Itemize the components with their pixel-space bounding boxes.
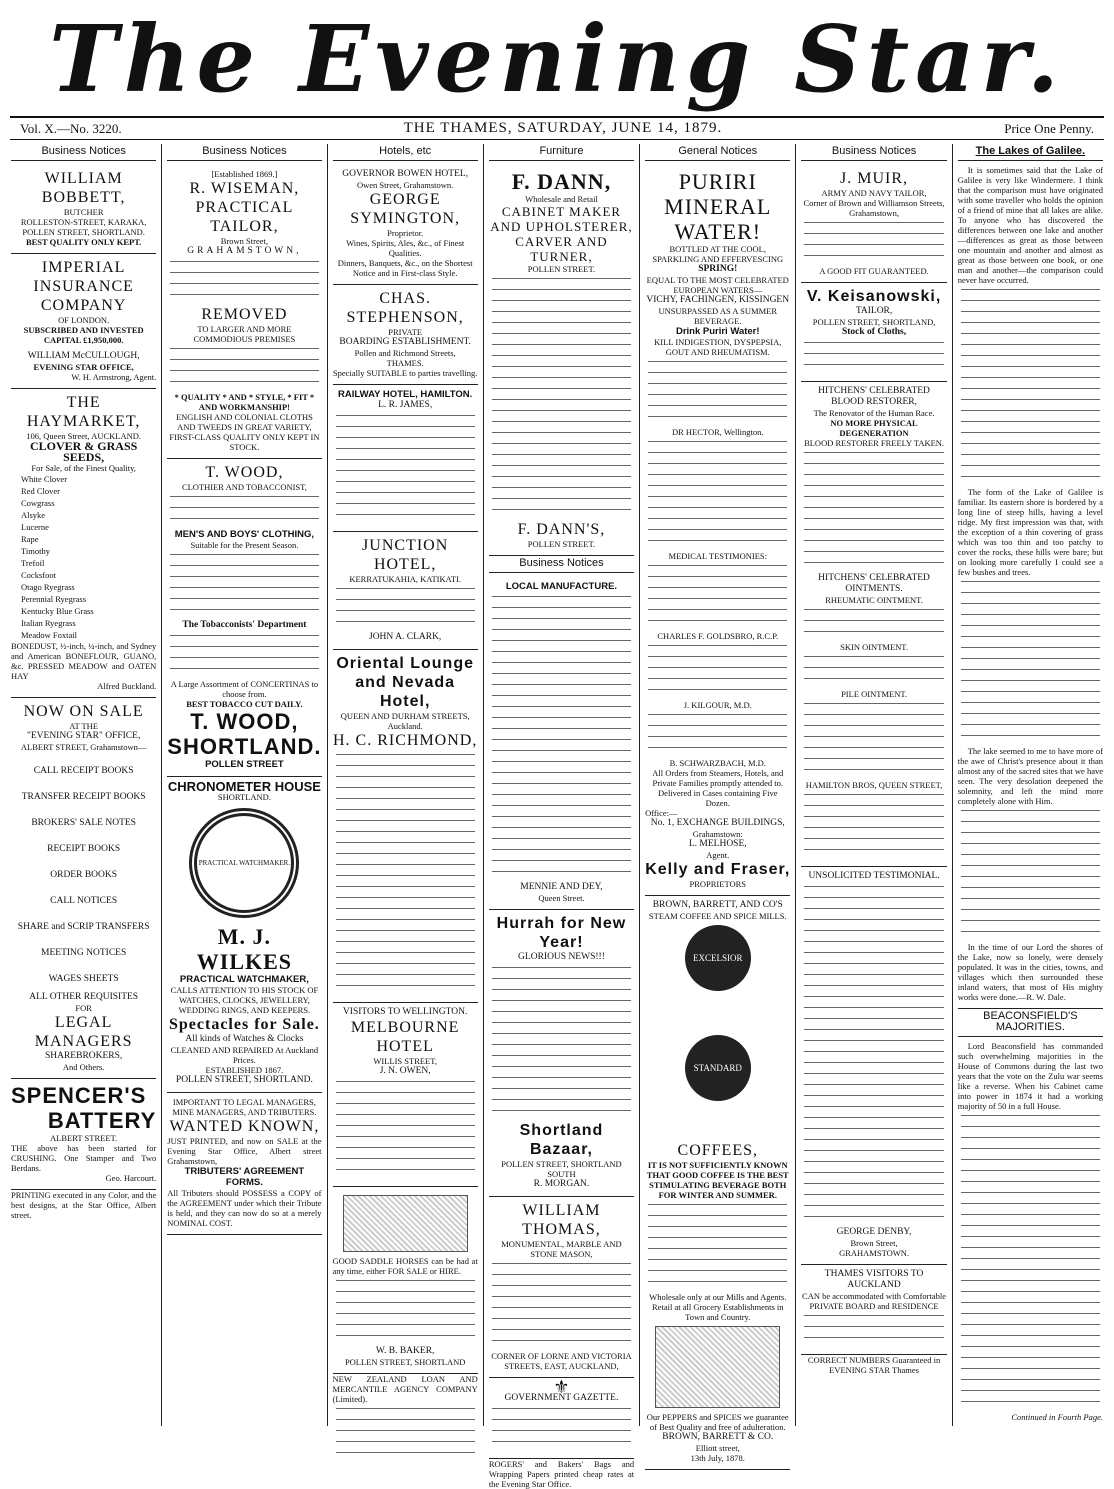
ad-wiseman (167, 165, 321, 459)
body-text (333, 588, 478, 630)
article-paragraph: In the time of our Lord the shores of the Lake, now so lonely, were densely populated. It was in the cities, towns, and villages which then surrounded these inland waters, that most of His mighty works were done.—R. W. Dale. (957, 942, 1103, 1002)
ad-text: MEDICAL TESTIMONIES: (668, 551, 767, 561)
body-text (645, 714, 790, 756)
ad-text: ROGERS' and Bakers' Bags and Wrapping Papers printed cheap rates at the Evening Star Office. (488, 1459, 635, 1489)
list-item: ORDER BOOKS (50, 870, 118, 880)
ad-text: Stock of Cloths, (841, 327, 907, 337)
ad-title: UNSOLICITED TESTIMONIAL. (808, 871, 940, 881)
ad-text: ROLLESTON-STREET, KARAKA, POLLEN STREET, SHORTLAND. (20, 217, 147, 237)
ad-title: CHRONOMETER HOUSE (167, 779, 321, 794)
body-text (489, 1408, 634, 1450)
ad-stephenson (333, 285, 478, 385)
ad-text: LEGAL MANAGERS (34, 1014, 133, 1050)
body-text (801, 886, 946, 1225)
ad-baker (333, 1187, 478, 1374)
ad-text: The Renovator of the Human Race. (813, 408, 935, 418)
ad-text: UNSURPASSED AS A SUMMER BEVERAGE. (658, 306, 777, 326)
continued-note: Continued in Fourth Page. (1011, 1412, 1103, 1422)
ad-text: TAILOR, (855, 306, 893, 316)
list-item: Italian Ryegrass (21, 618, 76, 628)
article-paragraph: Lord Beaconsfield has commanded such overwhelming majorities in the House of Commons during the last two years that the vote on the Zulu war seems like a reverse. When his Cabinet came into power in 1874 it had a working majority of 50 in a full House. (957, 1041, 1103, 1111)
ad-text: WILLIS STREET, (373, 1056, 437, 1066)
body-text (489, 596, 634, 880)
ad-text: PRINTING executed in any Color, and the best designs, at the Star Office, Albert street. (11, 1190, 157, 1220)
ad-text: NO MORE PHYSICAL DEGENERATION (830, 418, 918, 438)
ad-text: And Others. (62, 1062, 105, 1072)
body-text (801, 794, 946, 858)
ad-text: Brown Street, (850, 1238, 898, 1248)
body-text (333, 1081, 478, 1178)
ad-text: TO LARGER AND MORE COMMODIOUS PREMISES (193, 324, 296, 344)
ad-text: EVENING STAR OFFICE, (33, 362, 134, 372)
ad-gazette (489, 1378, 634, 1459)
ad-title: BOARDING ESTABLISHMENT. (339, 337, 471, 347)
ad-text: Specially SUITABLE to parties travelling. (332, 368, 478, 378)
ad-text: JOHN A. CLARK, (369, 632, 442, 642)
ad-text: Wholesale and Retail (525, 194, 598, 204)
ad-text: A Large Assortment of CONCERTINAS to choose from. (170, 679, 319, 699)
body-text (958, 1115, 1103, 1410)
ad-text: THAMES. (386, 358, 424, 368)
ad-text: GOOD SADDLE HORSES can be had at any time, either FOR SALE or HIRE. (332, 1256, 478, 1276)
ad-text: CLOVER & GRASS SEEDS, (29, 439, 138, 464)
ad-text: Drink Puriri Water! (675, 326, 760, 337)
ad-title: BATTERY (47, 1108, 157, 1133)
ad-title: HITCHENS' CELEBRATED BLOOD RESTORER, (818, 386, 930, 407)
ad-imperial (11, 254, 156, 389)
ad-title: COFFEES, (677, 1142, 758, 1159)
ad-text: KILL INDIGESTION, DYSPEPSIA, GOUT AND RHEUMATISM. (654, 337, 782, 357)
body-text (801, 609, 946, 640)
column-6 (796, 144, 952, 1426)
ad-title: PRACTICAL TAILOR, (195, 199, 294, 235)
ad-text: STEAM COFFEE AND SPICE MILLS. (648, 911, 787, 921)
ad-text: TRIBUTERS' AGREEMENT FORMS. (184, 1166, 305, 1188)
ad-title: THAMES VISITORS TO AUCKLAND (824, 1269, 924, 1290)
ad-text: J. KILGOUR, M.D. (683, 700, 752, 710)
ad-melbourne-hotel (333, 1003, 478, 1187)
ad-text: Wholesale only at our Mills and Agents. (649, 1292, 787, 1302)
list-item: White Clover (21, 474, 68, 484)
ad-title: RAILWAY HOTEL, HAMILTON. (338, 389, 473, 400)
ad-title: REMOVED (201, 306, 288, 323)
volume-number: Vol. X.—No. 3220. (20, 120, 122, 136)
ad-text: GLORIOUS NEWS!!! (518, 952, 605, 962)
ad-text: PILE OINTMENT. (841, 689, 908, 699)
ad-text: BEST TOBACCO CUT DAILY. (186, 699, 303, 709)
ad-text: Elliott street, (695, 1443, 740, 1453)
ad-text: HITCHENS' CELEBRATED OINTMENTS. (818, 573, 930, 594)
ad-title: JUNCTION HOTEL, (362, 537, 449, 573)
ad-text: Corner of Brown and Williamson Streets, Grahamstown, (803, 198, 945, 218)
ad-title: WILLIAM THOMAS, (522, 1202, 601, 1238)
book-list (11, 758, 156, 992)
crest-icon: ⚜ (553, 1377, 570, 1397)
ad-text: SUBSCRIBED AND INVESTED CAPITAL £1,950,000. (23, 325, 144, 345)
column-header: Business Notices (11, 144, 156, 161)
list-item: Lucerne (21, 522, 49, 532)
list-item: Red Clover (21, 486, 60, 496)
body-text (958, 810, 1103, 940)
clock-icon (189, 808, 299, 918)
ad-text: J. N. OWEN, (379, 1066, 431, 1076)
ad-text: R. MORGAN. (533, 1179, 590, 1189)
body-text (801, 342, 946, 373)
ad-text: MENNIE AND DEY, (520, 882, 603, 892)
list-item: WAGES SHEETS (48, 974, 119, 984)
body-text (645, 565, 790, 629)
ad-text: FOR (75, 1003, 92, 1013)
body-text (645, 1204, 790, 1290)
ad-tributers (167, 1093, 321, 1235)
ad-text: POLLEN STREET, SHORTLAND SOUTH (501, 1159, 622, 1179)
ad-title: F. DANN, (511, 169, 612, 194)
ad-text: CHARLES F. GOLDSBRO, R.C.P. (657, 631, 779, 641)
ad-text: Our PEPPERS and SPICES we guarantee of Best Quality and free of adulteration. (646, 1412, 789, 1432)
ad-title: T. WOOD, SHORTLAND. (167, 709, 322, 759)
ad-text: IMPORTANT TO LEGAL MANAGERS, MINE MANAGERS, AND TRIBUTERS. (172, 1097, 317, 1117)
ad-text: Office:— (645, 808, 678, 818)
ad-text: W. B. BAKER, (375, 1346, 435, 1356)
ad-title: Spectacles for Sale. (169, 1016, 320, 1033)
ad-puriri (645, 165, 790, 896)
seed-list (11, 473, 156, 641)
ad-text: B. SCHWARZBACH, M.D. (669, 758, 766, 768)
ad-private-board (801, 1265, 946, 1355)
body-text (645, 441, 790, 549)
ad-text: FIRST-CLASS QUALITY ONLY KEPT IN STOCK. (169, 432, 320, 452)
column-header: Business Notices (167, 144, 321, 161)
ad-text: BROWN, BARRETT & CO. (662, 1432, 774, 1442)
ad-text: OF LONDON. (58, 315, 110, 325)
ad-text: MEN'S AND BOYS' CLOTHING, (174, 529, 315, 540)
column-header: Business Notices (489, 556, 634, 573)
ad-title: Kelly and Fraser, (645, 861, 791, 878)
column-header: General Notices (645, 144, 790, 161)
article-paragraph: The lake seemed to me to have more of the awe of Christ's presence about it than almost any of the sacred sites that we have seen. The very desolation deepened the solemnity, and left the mind more completely alone with Him. (957, 746, 1103, 806)
body-text (167, 496, 321, 527)
column-3 (328, 144, 484, 1426)
ad-text: Suitable for the Present Season. (190, 540, 299, 550)
ad-title: WANTED KNOWN, (169, 1118, 320, 1135)
ad-text: Wines, Spirits, Ales, &c., of Finest Qualities. (346, 238, 465, 258)
ad-title: H. C. RICHMOND, (332, 732, 478, 749)
ad-title: Oriental Lounge and Nevada Hotel, (336, 655, 474, 710)
ad-text: Owen Street, Grahamstown. (357, 180, 454, 190)
list-item: Meadow Foxtail (21, 630, 77, 640)
column-4 (484, 144, 640, 1489)
ad-title: V. Keisanowski, (806, 288, 942, 305)
ad-text: Pollen and Richmond Streets, (354, 348, 456, 358)
list-item: Alsyke (21, 510, 46, 520)
column-7 (953, 144, 1108, 1426)
ad-title: WILLIAM BOBBETT, (41, 170, 126, 206)
ad-text: 106, Queen Street, AUCKLAND. (26, 431, 142, 441)
body-text (801, 1315, 946, 1346)
body-text (645, 361, 790, 425)
article-paragraph: The form of the Lake of Galilee is familiar. Its eastern shore is bordered by a long line of steep hills, having a level ridge. My first impression was that, with the exception of a thin covering of grass which was too thin and too patchy to cover the rocks, these hills were bare; but on looking more carefully I could see a few bushes and trees. (957, 487, 1103, 577)
list-item: Perennial Ryegrass (21, 594, 87, 604)
ad-local-manufacture (489, 577, 634, 910)
coach-illustration (343, 1195, 468, 1252)
list-item: CALL NOTICES (50, 896, 118, 906)
ad-text: PROPRIETORS (689, 879, 747, 889)
body-text (489, 278, 634, 518)
ad-text: BUTCHER (63, 207, 104, 217)
list-item: MEETING NOTICES (41, 948, 127, 958)
masthead (0, 0, 1114, 115)
ad-text: 13th July, 1878. (690, 1453, 745, 1463)
list-item: Rape (21, 534, 39, 544)
ad-text: No. 1, EXCHANGE BUILDINGS, (650, 818, 785, 828)
ad-text: DR HECTOR, Wellington. (671, 427, 764, 437)
brand-badges (645, 921, 790, 1141)
ad-text: SHORTLAND. (217, 792, 271, 802)
column-header: Furniture (489, 144, 634, 161)
ad-text: POLLEN STREET, SHORTLAND, (812, 317, 936, 327)
ad-text: Retail at all Grocery Establishments in Town and Country. (652, 1302, 784, 1322)
ad-chronometer (167, 777, 321, 1093)
ad-title: THE HAYMARKET, (26, 394, 141, 430)
list-item: BROKERS' SALE NOTES (31, 818, 136, 828)
ad-text: POLLEN STREET. (527, 539, 596, 549)
body-text (801, 703, 946, 778)
ad-title: T. WOOD, (205, 464, 284, 481)
ad-title: MELBOURNE HOTEL (350, 1019, 460, 1055)
body-text (489, 967, 634, 1119)
list-item: Otago Ryegrass (21, 582, 75, 592)
ad-text: VICHY, FACHINGEN, KISSINGEN (646, 295, 790, 305)
ad-testimonial (801, 867, 946, 1265)
ad-new-year (489, 910, 634, 1197)
ad-text: All Tributers should POSSESS a COPY of the AGREEMENT under which their Tribute is held, and they can now do so at a merely NOMINAL COST. (167, 1188, 322, 1228)
body-text (958, 581, 1103, 744)
ad-text: IT IS NOT SUFFICIENTLY KNOWN THAT GOOD COFFEE IS THE BEST STIMULATING BEVERAGE BOTH FOR WINTER AND SUMMER. (646, 1160, 789, 1200)
ad-text: QUEEN AND DURHAM STREETS, (340, 711, 470, 721)
standard-brand-icon: STANDARD BRAND (685, 1035, 751, 1101)
body-text (333, 1280, 478, 1344)
body-text (645, 645, 790, 698)
ad-title: PURIRI MINERAL WATER! (664, 169, 772, 244)
ad-spencer (11, 1079, 156, 1190)
ad-title: LOCAL MANUFACTURE. (505, 581, 618, 592)
ad-text: CLOTHIER AND TOBACCONIST, (181, 482, 307, 492)
ad-text: GEORGE DENBY, (836, 1227, 912, 1237)
ad-text: Auckland. (387, 721, 423, 731)
ad-title: BROWN, BARRETT, AND CO'S (652, 900, 783, 910)
ad-title: M. J. WILKES (196, 924, 293, 974)
newspaper-title: The Evening Star. (49, 5, 1065, 113)
body-text (801, 452, 946, 571)
article-title: The Lakes of Galilee. (958, 144, 1103, 161)
ad-text: "EVENING STAR" OFFICE, (26, 731, 141, 741)
ad-text: NEW ZEALAND LOAN AND MERCANTILE AGENCY COMPANY (Limited). (332, 1374, 478, 1404)
columns (6, 144, 1108, 1489)
ad-text: PRACTICAL WATCHMAKER. (198, 858, 291, 867)
ad-text: WILLIAM McCULLOUGH, (27, 351, 140, 361)
ad-title: CABINET MAKER AND UPHOLSTERER, CARVER AND TURNER, (490, 204, 633, 264)
ad-text: MONUMENTAL, MARBLE AND STONE MASON, (501, 1239, 622, 1259)
ad-text: For Sale, of the Finest Quality, (31, 463, 136, 473)
ad-text: All Orders from Steamers, Hotels, and Private Families promptly attended to. (652, 768, 784, 788)
ad-text: CORNER OF LORNE AND VICTORIA STREETS, EAST, AUCKLAND, (491, 1351, 632, 1371)
ad-text: BOTTLED AT THE COOL, SPARKLING AND EFFERVESCING (652, 244, 784, 264)
ad-text: Alfred Buckland. (97, 681, 157, 691)
body-text (333, 754, 478, 994)
ad-text: The Tobacconists' Department (182, 620, 307, 630)
ad-hitchens (801, 382, 946, 867)
price: Price One Penny. (1004, 120, 1094, 136)
ad-title: J. MUIR, (840, 170, 909, 187)
column-header: Hotels, etc (333, 144, 478, 161)
ad-text: PRACTICAL WATCHMAKER, (179, 974, 309, 985)
ad-title: IMPERIAL INSURANCE COMPANY (33, 259, 134, 314)
body-text (167, 348, 321, 390)
ad-text: POLLEN STREET (205, 759, 284, 770)
ad-text: PRIVATE (388, 327, 423, 337)
ad-text: L. MELHOSE, (688, 839, 747, 849)
ad-text: BLOOD RESTORER FREELY TAKEN. (804, 438, 945, 448)
list-item: SHARE and SCRIP TRANSFERS (17, 922, 150, 932)
ad-text: W. H. Armstrong, Agent. (71, 372, 157, 382)
ad-title: F. DANN'S, (517, 521, 606, 538)
ad-governor-bowen (333, 165, 478, 285)
ad-text: ESTABLISHED 1867. (205, 1065, 284, 1075)
ad-haymarket (11, 389, 156, 698)
ad-railway-hotel (333, 385, 478, 532)
ad-text: ALBERT STREET. (50, 1133, 118, 1143)
ad-text: JUST PRINTED, and now on SALE at the Evening Star Office, Albert street Grahamstown, (167, 1136, 322, 1166)
ad-text: * QUALITY * AND * STYLE, * FIT * AND WORKMANSHIP! (174, 392, 315, 412)
article-title: BEACONSFIELD'S MAJORITIES. (958, 1008, 1103, 1037)
ad-text: All kinds of Watches & Clocks (185, 1034, 304, 1044)
ad-text: Brown Street, (220, 236, 269, 246)
list-item: Cowgrass (21, 498, 55, 508)
ad-title: NOW ON SALE (23, 703, 144, 720)
ad-text: SKIN OINTMENT. (840, 642, 908, 652)
ad-text: ARMY AND NAVY TAILOR, (821, 188, 927, 198)
body-text (489, 1263, 634, 1349)
ad-title: SPENCER'S (11, 1083, 147, 1108)
body-text (167, 554, 321, 618)
article-paragraph: It is sometimes said that the Lake of Galilee is very like Windermere. I think that the comparison must have originated with some traveller who holds the opinion of a friend of mine that all lakes are alike. To anyone who has discovered the differences between one lake and another—differences as great as those between one mountain and another and almost as great as those between one book, or one man and another—the comparison could never have occurred. (957, 165, 1103, 285)
ad-text: CORRECT NUMBERS Guaranteed in EVENING STAR Thames (807, 1355, 941, 1375)
dateline-bar (10, 116, 1104, 140)
ad-text: Geo. Harcourt. (105, 1173, 157, 1183)
ad-text: ENGLISH AND COLONIAL CLOTHS AND TWEEDS IN GREAT VARIETY, (175, 412, 313, 432)
excelsior-brand-icon: EXCELSIOR BRAND (685, 925, 751, 991)
list-item: Trefoil (21, 558, 45, 568)
ad-coffee (645, 896, 790, 1470)
ad-text: CAN be accommodated with Comfortable PRIVATE BOARD and RESIDENCE (802, 1291, 947, 1311)
ad-title: GEORGE SYMINGTON, (350, 191, 461, 227)
ad-bobbett (11, 165, 156, 254)
dateline: THE THAMES, SATURDAY, JUNE 14, 1879. (403, 120, 723, 136)
ad-wood (167, 459, 321, 777)
ad-title: CHAS. STEPHENSON, (346, 290, 464, 326)
ad-dann (489, 165, 634, 556)
ad-thomas (489, 1197, 634, 1378)
ad-text: HAMILTON BROS, QUEEN STREET, (805, 780, 943, 790)
ad-now-on-sale (11, 698, 156, 1079)
ad-text: GRAHAMSTOWN, (187, 246, 302, 256)
ad-text: Grahamstown: (692, 829, 743, 839)
ad-title: Hurrah for New Year! (496, 915, 627, 951)
body-text (801, 222, 946, 264)
ad-title: GOVERNOR BOWEN HOTEL, (342, 169, 469, 179)
ad-text: GRAHAMSTOWN. (839, 1248, 910, 1258)
ad-text: POLLEN STREET. (527, 264, 596, 274)
coffee-price-table (655, 1326, 780, 1408)
ad-text: Queen Street. (538, 893, 585, 903)
body-text (167, 635, 321, 677)
body-text (958, 289, 1103, 485)
list-item: Timothy (21, 546, 50, 556)
ad-text: AT THE (69, 721, 99, 731)
list-item: CALL RECEIPT BOOKS (33, 766, 134, 776)
ad-keisanowski (801, 283, 946, 382)
ad-title: Shortland Bazaar, (519, 1122, 604, 1158)
ad-text: Agent. (706, 850, 730, 860)
ad-text: L. R. JAMES, (378, 400, 433, 410)
ad-text: THE above has been started for CRUSHING. One Stamper and Two Berdans. (11, 1143, 157, 1173)
ad-text: KERRATUKAHIA, KATIKATI. (349, 574, 461, 584)
ad-text: POLLEN STREET, SHORTLAND. (175, 1075, 313, 1085)
ad-oriental (333, 650, 478, 1003)
body-text (801, 656, 946, 687)
ad-text: SPRING! (698, 264, 738, 274)
column-1 (6, 144, 162, 1426)
column-5 (640, 144, 796, 1463)
ad-muir (801, 165, 946, 283)
ad-text: CALLS ATTENTION TO HIS STOCK OF WATCHES, CLOCKS, JEWELLERY, WEDDING RINGS, AND KEEPERS. (170, 985, 319, 1015)
ad-text: BEST QUALITY ONLY KEPT. (25, 237, 142, 247)
ad-title: GOVERNMENT GAZETTE. (504, 1393, 619, 1403)
ad-text: ALL OTHER REQUISITES (29, 992, 139, 1002)
ad-text: ALBERT STREET, Grahamstown— (20, 742, 147, 752)
ad-text: Dinners, Banquets, &c., on the Shortest Notice and in First-class Style. (337, 258, 473, 278)
ad-text: EQUAL TO THE MOST CELEBRATED EUROPEAN WATERS— (646, 275, 789, 295)
body-text (333, 1408, 478, 1461)
body-text (333, 415, 478, 523)
list-item: TRANSFER RECEIPT BOOKS (21, 792, 146, 802)
ad-text: A GOOD FIT GUARANTEED. (819, 266, 929, 276)
column-2 (162, 144, 327, 1426)
ad-text: Delivered in Cases containing Five Dozen. (658, 788, 778, 808)
ad-text: Proprietor. (387, 228, 424, 238)
list-item: Kentucky Blue Grass (21, 606, 94, 616)
ad-junction-hotel (333, 532, 478, 650)
ad-text: POLLEN STREET, SHORTLAND (344, 1357, 466, 1367)
ad-text: CLEANED AND REPAIRED At Auckland Prices. (170, 1045, 319, 1065)
ad-text: VISITORS TO WELLINGTON. (342, 1007, 468, 1017)
ad-text: [Established 1869.] (211, 169, 278, 179)
ad-text: RHEUMATIC OINTMENT. (825, 595, 923, 605)
body-text (167, 261, 321, 303)
ad-text: SHAREBROKERS, (44, 1051, 123, 1061)
column-header: Business Notices (801, 144, 946, 161)
list-item: Cocksfoot (21, 570, 56, 580)
list-item: RECEIPT BOOKS (47, 844, 121, 854)
ad-title: R. WISEMAN, (189, 180, 300, 197)
ad-text: BONEDUST, ½-inch, ¼-inch, and Sydney and American BONEFLOUR, GUANO, &c. PRESSED MEADOW and OATEN HAY (11, 641, 157, 681)
